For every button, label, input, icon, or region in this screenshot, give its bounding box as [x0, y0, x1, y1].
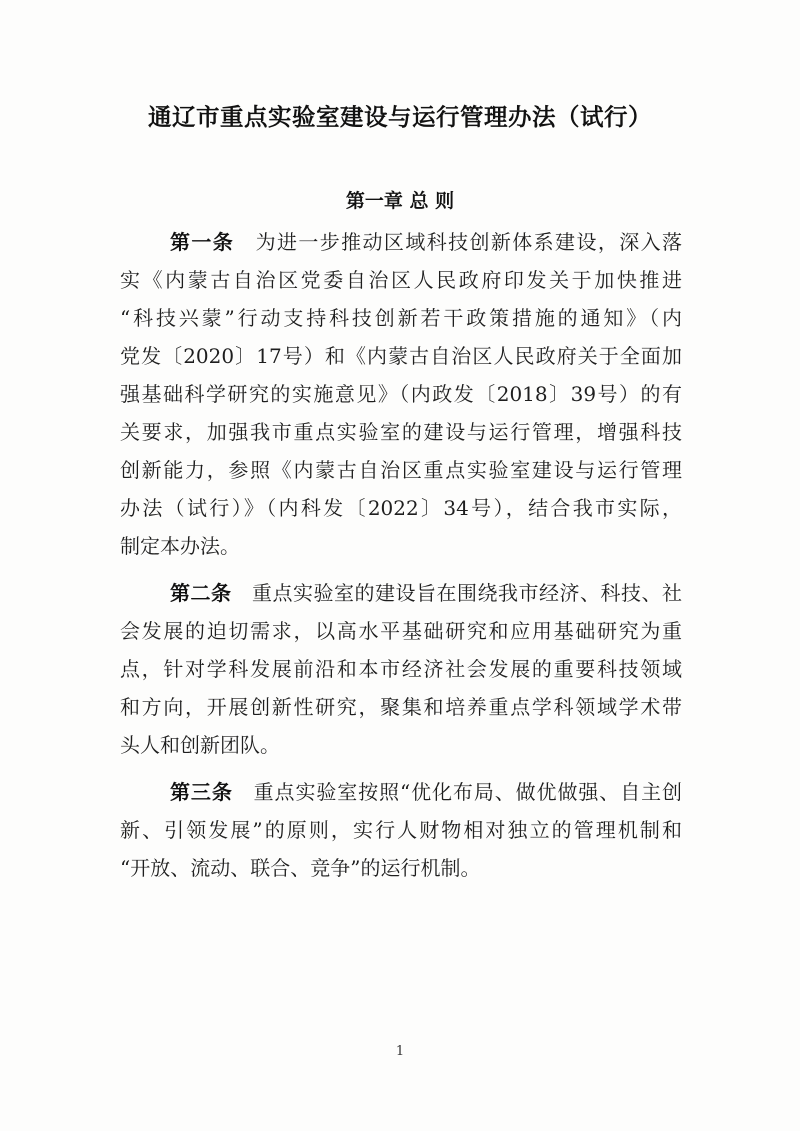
- article-3-label: 第三条: [170, 780, 233, 804]
- article-3-line-3: “开放、流动、联合、竞争”的运行机制。: [120, 856, 481, 880]
- article-1-line-8: 办法（试行）》（内科发〔2022〕34号），结合我市实际，: [120, 496, 682, 520]
- article-2-line-4: 和方向，开展创新性研究，聚集和培养重点学科领域学术带: [120, 695, 682, 719]
- page-number: 1: [395, 1044, 405, 1059]
- article-1-line-5: 强基础科学研究的实施意见》（内政发〔2018〕39号）的有: [120, 382, 682, 406]
- document-title: 通辽市重点实验室建设与运行管理办法（试行）: [148, 103, 652, 131]
- chapter-title: 第一章 总 则: [345, 190, 455, 212]
- article-1-line-4: 党发〔2020〕17号）和《内蒙古自治区人民政府关于全面加: [120, 344, 682, 368]
- article-1-line-6: 关要求，加强我市重点实验室的建设与运行管理，增强科技: [120, 420, 682, 444]
- article-1-label: 第一条: [170, 230, 235, 254]
- article-2-label: 第二条: [170, 581, 232, 605]
- article-2-line-2: 会发展的迫切需求，以高水平基础研究和应用基础研究为重: [120, 619, 682, 643]
- article-1-line-7: 创新能力，参照《内蒙古自治区重点实验室建设与运行管理: [120, 458, 682, 482]
- article-2-line-3: 点，针对学科发展前沿和本市经济社会发展的重要科技领域: [120, 657, 682, 681]
- article-1-line-1: 第一条 为进一步推动区域科技创新体系建设，深入落: [170, 230, 683, 254]
- article-2-line-5: 头人和创新团队。: [120, 733, 280, 757]
- article-1-line-9: 制定本办法。: [120, 534, 240, 558]
- article-2-line-1: 第二条 重点实验室的建设旨在围绕我市经济、科技、社: [170, 581, 682, 605]
- article-1-line-3: “科技兴蒙”行动支持科技创新若干政策措施的通知》（内: [120, 306, 682, 330]
- article-3-line-2: 新、引领发展”的原则，实行人财物相对独立的管理机制和: [120, 818, 682, 842]
- article-1-line-2: 实《内蒙古自治区党委自治区人民政府印发关于加快推进: [120, 268, 682, 292]
- article-3-line-1: 第三条 重点实验室按照“优化布局、做优做强、自主创: [170, 780, 683, 804]
